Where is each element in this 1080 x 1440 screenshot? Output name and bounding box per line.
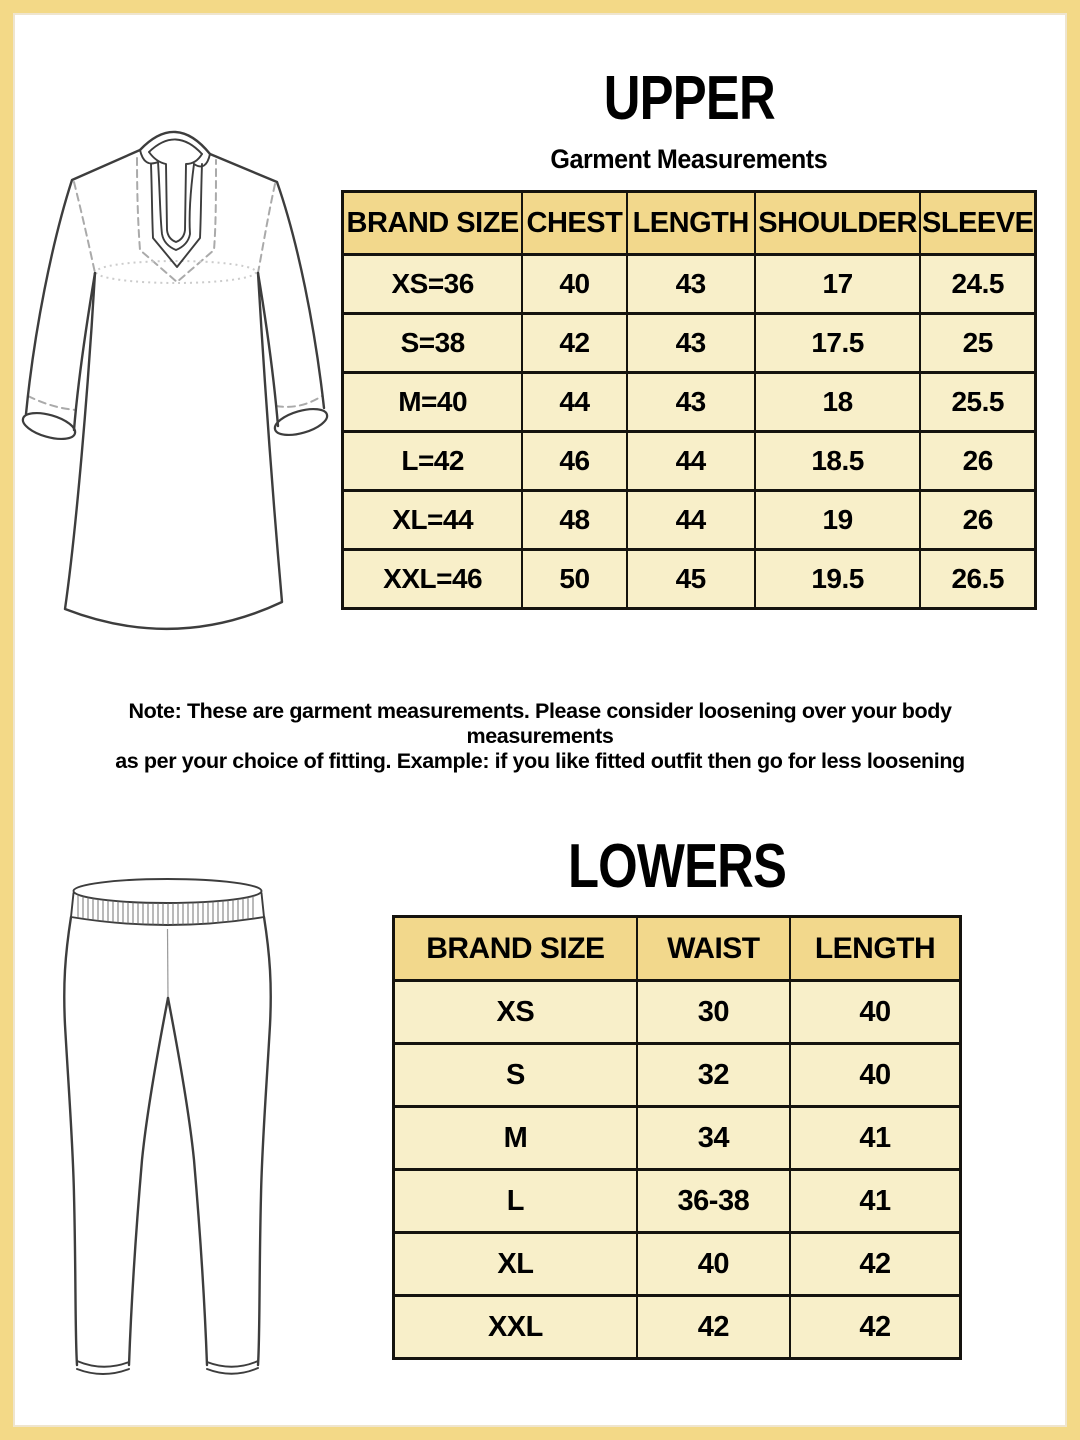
table-cell: 41 (790, 1170, 961, 1233)
note-line-2: as per your choice of fitting. Example: if you like fitted outfit then go for less loosening (115, 749, 965, 773)
table-cell: 41 (790, 1107, 961, 1170)
table-cell: 43 (627, 255, 755, 314)
table-cell: 40 (790, 1044, 961, 1107)
upper-measurements-table (341, 190, 1037, 610)
lowers-section-title (392, 832, 962, 901)
column-header: BRAND SIZE (394, 917, 637, 981)
table-row (343, 550, 1036, 609)
table-cell: 44 (522, 373, 626, 432)
table-cell: XS (394, 981, 637, 1044)
table-cell: 17.5 (755, 314, 921, 373)
table-row (343, 255, 1036, 314)
table-cell: 50 (522, 550, 626, 609)
pants-illustration (50, 865, 282, 1390)
table-cell: M=40 (343, 373, 523, 432)
upper-title-text: UPPER (603, 64, 775, 133)
column-header: SHOULDER (755, 192, 921, 255)
table-cell: 42 (522, 314, 626, 373)
note-line-1: Note: These are garment measurements. Please consider loosening over your body measurements (128, 699, 952, 748)
table-row (394, 1296, 961, 1359)
table-cell: L=42 (343, 432, 523, 491)
table-row (343, 432, 1036, 491)
table-row (394, 1233, 961, 1296)
table-cell: 19 (755, 491, 921, 550)
table-cell: 42 (637, 1296, 790, 1359)
table-cell: 36-38 (637, 1170, 790, 1233)
table-cell: 43 (627, 373, 755, 432)
table-cell: 46 (522, 432, 626, 491)
table-row (343, 373, 1036, 432)
table-cell: 43 (627, 314, 755, 373)
table-cell: 25 (920, 314, 1035, 373)
column-header: LENGTH (790, 917, 961, 981)
table-cell: 19.5 (755, 550, 921, 609)
table-row (394, 1044, 961, 1107)
table-cell: 45 (627, 550, 755, 609)
table-cell: 26 (920, 432, 1035, 491)
table-cell: L (394, 1170, 637, 1233)
table-cell: 42 (790, 1296, 961, 1359)
table-cell: 24.5 (920, 255, 1035, 314)
table-cell: S=38 (343, 314, 523, 373)
table-row (394, 1170, 961, 1233)
table-cell: 34 (637, 1107, 790, 1170)
table-row (394, 1107, 961, 1170)
lowers-title-text: LOWERS (567, 832, 787, 901)
table-cell: 25.5 (920, 373, 1035, 432)
table-cell: 42 (790, 1233, 961, 1296)
table-row (343, 491, 1036, 550)
table-row (343, 314, 1036, 373)
header-row (343, 192, 1036, 255)
table-cell: XXL=46 (343, 550, 523, 609)
table-cell: 17 (755, 255, 921, 314)
table-cell: 30 (637, 981, 790, 1044)
column-header: BRAND SIZE (343, 192, 523, 255)
table-cell: 40 (790, 981, 961, 1044)
table-cell: XXL (394, 1296, 637, 1359)
header-row (394, 917, 961, 981)
table-row (394, 981, 961, 1044)
column-header: CHEST (522, 192, 626, 255)
table-cell: 40 (637, 1233, 790, 1296)
table-cell: XS=36 (343, 255, 523, 314)
column-header: LENGTH (627, 192, 755, 255)
table-cell: XL (394, 1233, 637, 1296)
measurement-note (60, 699, 1020, 774)
lowers-measurements-table (392, 915, 962, 1360)
table-cell: 26.5 (920, 550, 1035, 609)
table-cell: M (394, 1107, 637, 1170)
column-header: WAIST (637, 917, 790, 981)
upper-section-title (341, 64, 1037, 133)
table-cell: 44 (627, 432, 755, 491)
table-cell: 40 (522, 255, 626, 314)
table-cell: 18 (755, 373, 921, 432)
upper-section-subtitle: Garment Measurements (550, 144, 828, 174)
table-cell: 44 (627, 491, 755, 550)
table-cell: XL=44 (343, 491, 523, 550)
kurta-illustration (18, 112, 336, 652)
table-cell: 18.5 (755, 432, 921, 491)
table-cell: 48 (522, 491, 626, 550)
column-header: SLEEVE (920, 192, 1035, 255)
table-cell: S (394, 1044, 637, 1107)
table-cell: 32 (637, 1044, 790, 1107)
table-cell: 26 (920, 491, 1035, 550)
